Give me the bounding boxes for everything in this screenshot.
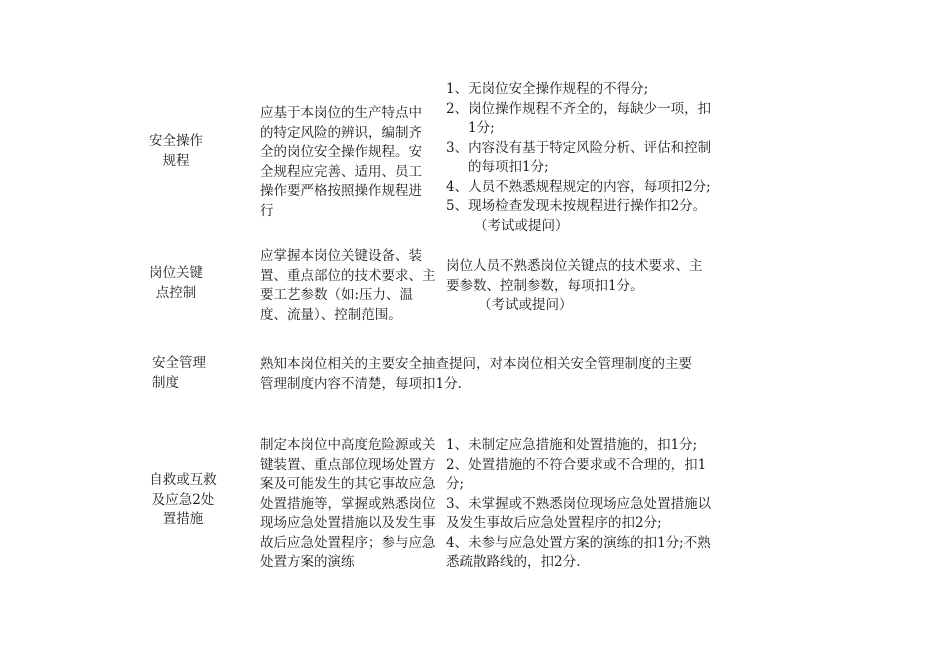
item-title-key-point-control: 岗位关键点控制 [149,265,203,301]
item-title-safety-procedures: 安全操作规程 [149,133,203,169]
criterion-item: 1、无岗位安全操作规程的不得分; [446,81,649,97]
criteria-key-point-control [446,257,712,316]
criterion-item: 5、现场检查发现未按规程进行操作扣2分。 [446,198,707,214]
assessment-note: （考试或提问） [474,217,569,234]
requirement-emergency-response: 制定本岗位中高度危险源或关键装置、重点部位现场处置方案及可能发生的其它事故应急处置措施等，掌握或熟悉岗位现场应急处置措施以及发生事故后应急处置程序；参与应急处置方案的演练 [260,437,436,570]
criteria-safety-procedures [446,80,718,236]
criterion-item: 3、未掌握或不熟悉岗位现场应急处置措施以及发生事故后应急处置程序的扣2分; [446,495,712,531]
item-title-safety-management: 安全管理制度 [152,355,206,391]
criterion-text: 岗位人员不熟悉岗位关键点的技术要求、主要参数、控制参数，每项扣1分。 [446,258,703,294]
item-title-emergency-response: 自救或互救及应急2处置措施 [149,472,217,527]
requirement-key-point-control: 应掌握本岗位关键设备、装置、重点部位的技术要求、主要工艺参数（如:压力、温度、流量）、控制范围。 [260,248,436,323]
criterion-item: 4、人员不熟悉规程规定的内容，每项扣2分; [446,178,711,195]
assessment-note: （考试或提问） [478,297,573,313]
merged-criteria-safety-management: 熟知本岗位相关的主要安全抽查提问，对本岗位相关安全管理制度的主要管理制度内容不清楚，每项扣1分. [260,356,692,392]
criteria-emergency-response [446,436,718,573]
criterion-item: 2、岗位操作规程不齐全的，每缺少一项，扣1分; [446,100,712,136]
criterion-item: 3、内容没有基于特定风险分析、评估和控制的每项扣1分; [446,139,712,175]
criterion-item: 4、未参与应急处置方案的演练的扣1分;不熟悉疏散路线的，扣2分. [446,534,711,570]
criterion-item: 1、未制定应急措施和处置措施的，扣1分; [446,437,698,453]
criterion-item: 2、处置措施的不符合要求或不合理的，扣1分; [446,456,707,492]
requirement-safety-procedures: 应基于本岗位的生产特点中的特定风险的辨识，编制齐全的岗位安全操作规程。安全规程应完善、适用、员工操作要严格按照操作规程进行 [260,105,422,219]
